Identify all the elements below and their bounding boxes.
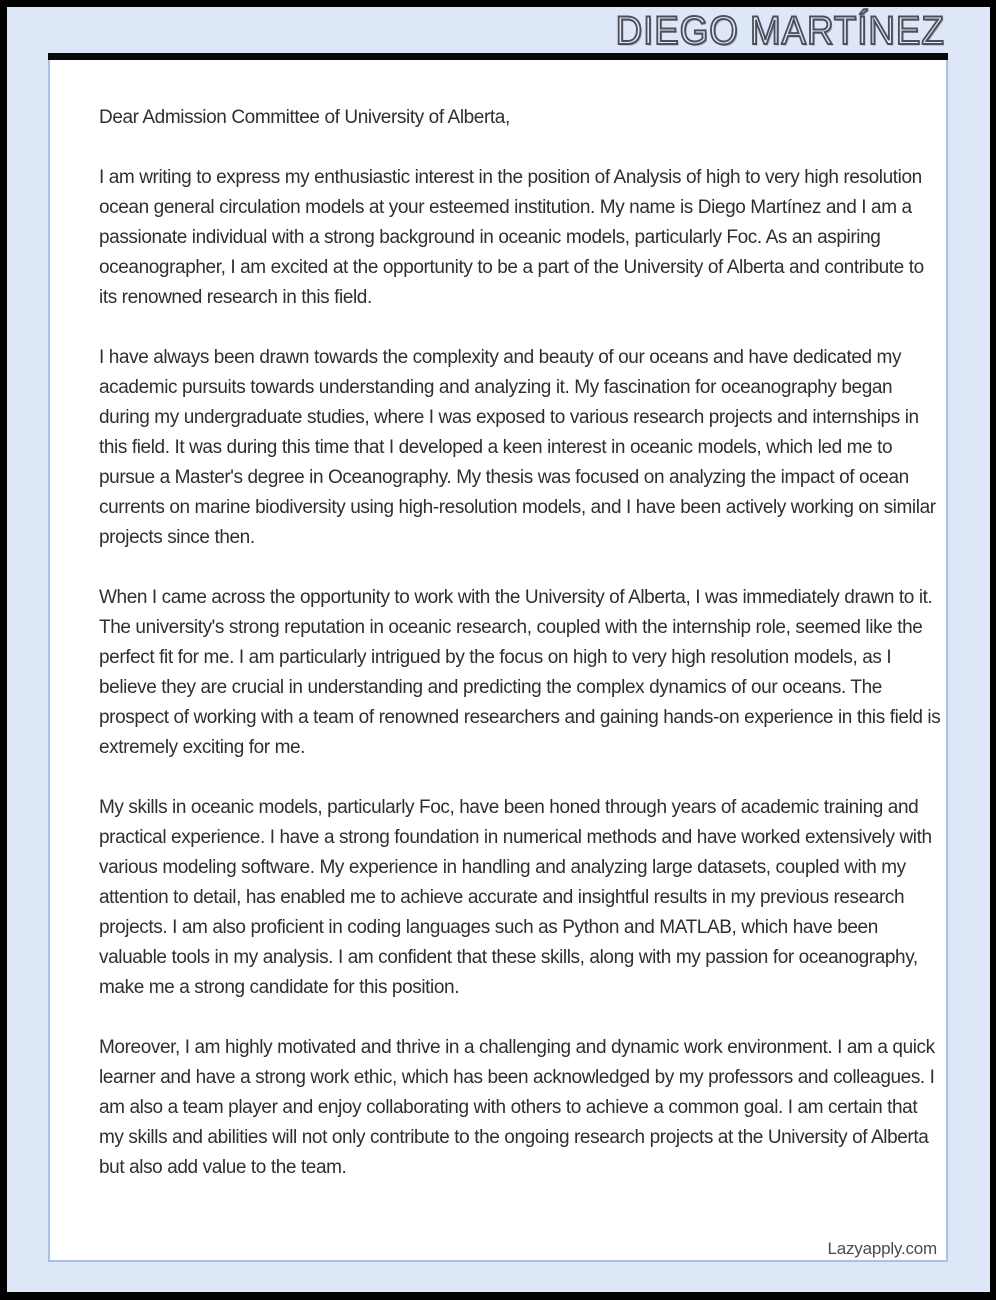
letter-paragraphs <box>99 163 944 1183</box>
letter-paragraph: My skills in oceanic models, particularly Foc, have been honed through years of academic training and practical experience. I have a strong foundation in numerical methods and have worked extensively with various modeling software. My experience in handling and analyzing large datasets, coupled with my attention to detail, has enabled me to achieve accurate and insightful results in my previous research projects. I am also proficient in coding languages such as Python and MATLAB, which have been valuable tools in my analysis. I am confident that these skills, along with my passion for oceanography, make me a strong candidate for this position. <box>99 797 932 998</box>
letter-paragraph: When I came across the opportunity to work with the University of Alberta, I was immediately drawn to it. The university's strong reputation in oceanic research, coupled with the internship role, seemed like the perfect fit for me. I am particularly intrigued by the focus on high to very high resolution models, as I believe they are crucial in understanding and predicting the complex dynamics of our oceans. The prospect of working with a team of renowned researchers and gaining hands-on experience in this field is extremely exciting for me. <box>99 587 941 758</box>
header-divider-bar <box>48 53 948 60</box>
letter-paragraph: Moreover, I am highly motivated and thrive in a challenging and dynamic work environment. I am a quick learner and have a strong work ethic, which has been acknowledged by my professors and colleagues. I am also a team player and enjoy collaborating with others to achieve a common goal. I am certain that my skills and abilities will not only contribute to the ongoing research projects at the University of Alberta but also add value to the team. <box>99 1037 935 1178</box>
letter-frame <box>7 7 990 1292</box>
letter-salutation: Dear Admission Committee of University of Alberta, <box>99 107 510 128</box>
letter-page <box>48 60 948 1262</box>
letter-paragraph: I am writing to express my enthusiastic interest in the position of Analysis of high to very high resolution ocean general circulation models at your esteemed institution. My name is Diego Martínez and I am a passionate individual with a strong background in oceanic models, particularly Foc. As an aspiring oceanographer, I am excited at the opportunity to be a part of the University of Alberta and contribute to its renowned research in this field. <box>99 167 924 308</box>
candidate-name-heading: DIEGO MARTÍNEZ <box>615 9 945 53</box>
lazyapply-watermark: Lazyapply.com <box>827 1239 937 1258</box>
letter-body <box>99 103 944 1183</box>
letter-paragraph: I have always been drawn towards the complexity and beauty of our oceans and have dedicated my academic pursuits towards understanding and analyzing it. My fascination for oceanography began during my undergraduate studies, where I was exposed to various research projects and internships in this field. It was during this time that I developed a keen interest in oceanic models, which led me to pursue a Master's degree in Oceanography. My thesis was focused on analyzing the impact of ocean currents on marine biodiversity using high-resolution models, and I have been actively working on similar projects since then. <box>99 347 936 548</box>
